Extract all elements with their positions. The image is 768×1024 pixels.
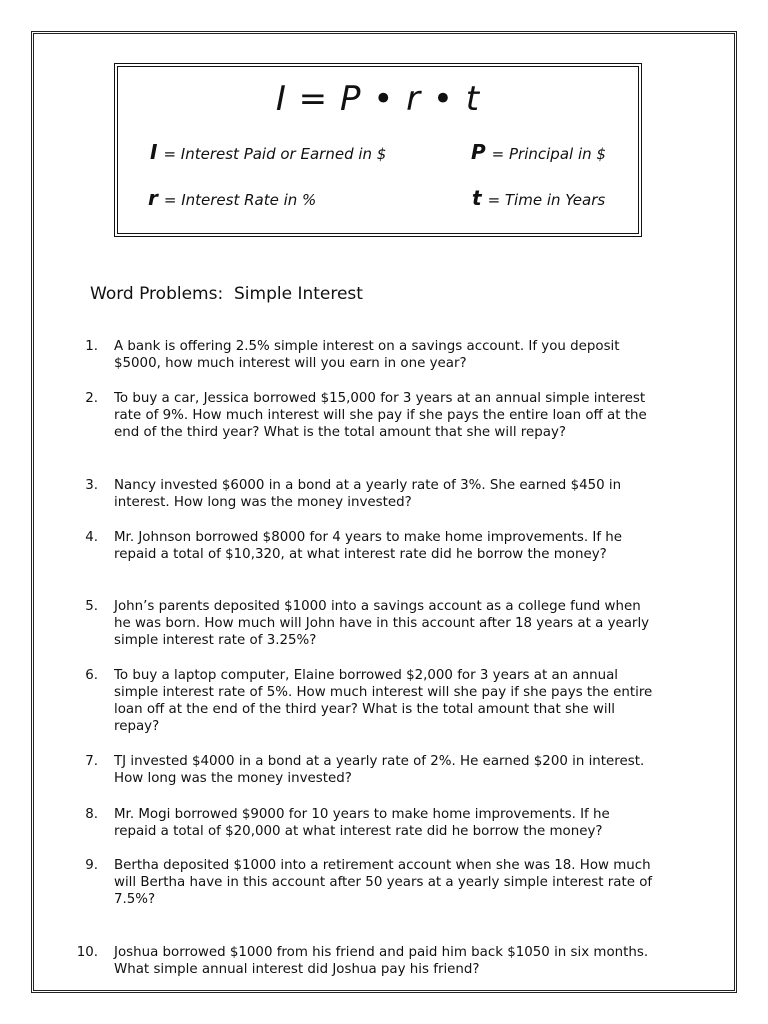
problem-item: [74, 338, 684, 372]
problem-item: [74, 477, 684, 511]
definition-text: = Time in Years: [487, 191, 606, 209]
problem-item: [74, 806, 684, 840]
problem-number: 1.: [85, 339, 98, 354]
problem-text: Joshua borrowed $1000 from his friend and paid him back $1050 in six months. What simple annual interest did Joshua pay his friend?: [114, 945, 649, 977]
definition-interest: [150, 141, 386, 165]
problem-text: To buy a laptop computer, Elaine borrowed $2,000 for 3 years at an annual simple interest rate of 5%. How much interest will she pay if she pays the entire loan off at the end of the third year? What is the total amount that she will repay?: [114, 668, 653, 734]
problem-text: John’s parents deposited $1000 into a savings account as a college fund when he was born. How much will John have in this account after 18 years at a yearly simple interest rate of 3.25%?: [114, 599, 650, 648]
definition-rate: [148, 187, 316, 211]
problem-number: 7.: [85, 754, 98, 769]
problem-text: Nancy invested $6000 in a bond at a yearly rate of 3%. She earned $450 in interest. How long was the money invested?: [114, 478, 622, 510]
definition-principal: [471, 141, 606, 165]
definition-time: [472, 187, 605, 211]
section-heading: Word Problems: Simple Interest: [90, 284, 363, 304]
problem-number: 3.: [85, 478, 98, 493]
problem-text: A bank is offering 2.5% simple interest on a savings account. If you deposit $5000, how much interest will you earn in one year?: [114, 339, 620, 371]
problem-item: [74, 944, 684, 978]
problem-item: [74, 598, 684, 649]
symbol-t: t: [472, 186, 482, 210]
problem-number: 9.: [85, 858, 98, 873]
problem-number: 2.: [85, 391, 98, 406]
problem-text: To buy a car, Jessica borrowed $15,000 for 3 years at an annual simple interest rate of 9%. How much interest will she pay if she pays the entire loan off at the end of the third year? What is the total amount that she will repay?: [114, 391, 647, 440]
problem-text: Bertha deposited $1000 into a retirement account when she was 18. How much will Bertha have in this account after 50 years at a yearly simple interest rate of 7.5%?: [114, 858, 653, 907]
symbol-r: r: [148, 186, 158, 210]
problem-item: [74, 529, 684, 563]
problem-number: 6.: [85, 668, 98, 683]
problem-item: [74, 667, 684, 735]
formula: I = P • r • t: [275, 79, 481, 119]
problem-text: Mr. Johnson borrowed $8000 for 4 years to make home improvements. If he repaid a total of $10,320, at what interest rate did he borrow the money?: [114, 530, 623, 562]
formula-box: [114, 63, 642, 237]
definition-text: = Interest Rate in %: [163, 191, 317, 209]
symbol-p: P: [471, 140, 486, 164]
problem-text: Mr. Mogi borrowed $9000 for 10 years to make home improvements. If he repaid a total of $20,000 at what interest rate did he borrow the money?: [114, 807, 610, 839]
definition-text: = Interest Paid or Earned in $: [163, 145, 387, 163]
problem-item: [74, 390, 684, 441]
symbol-i: I: [150, 140, 158, 164]
problem-text: TJ invested $4000 in a bond at a yearly rate of 2%. He earned $200 in interest. How long was the money invested?: [114, 754, 645, 786]
definition-text: = Principal in $: [491, 145, 606, 163]
problem-item: [74, 857, 684, 908]
problem-item: [74, 753, 684, 787]
problem-number: 4.: [85, 530, 98, 545]
problem-number: 10.: [76, 945, 98, 960]
problem-number: 8.: [85, 807, 98, 822]
problem-number: 5.: [85, 599, 98, 614]
